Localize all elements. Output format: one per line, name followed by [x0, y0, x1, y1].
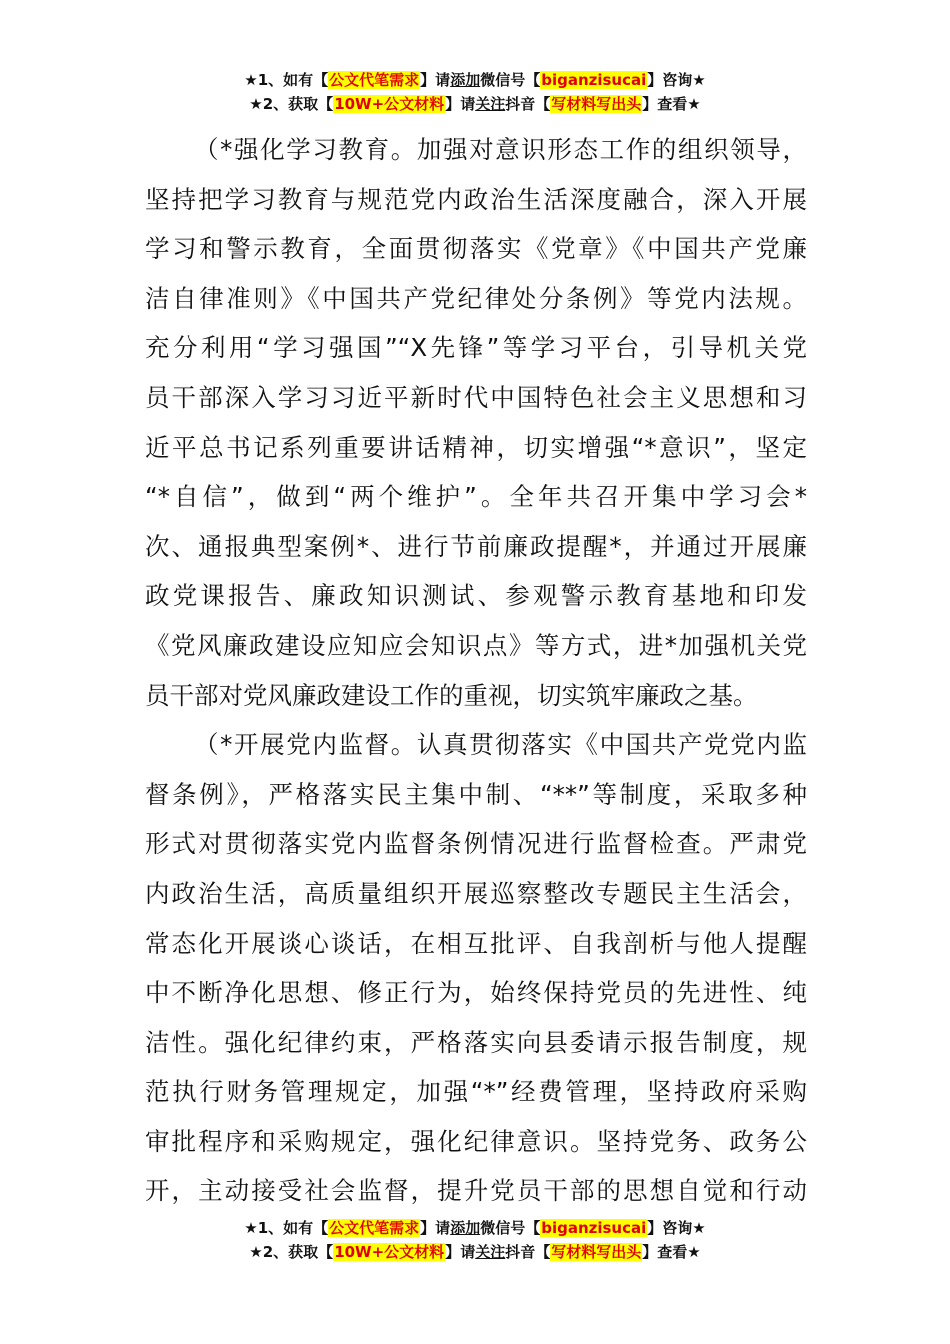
- text-line: 学习和警示教育，全面贯彻落实《党章》《中国共产党廉: [145, 234, 807, 264]
- text-line: 督条例》，严格落实民主集中制、“**”等制度，采取多种: [145, 779, 807, 809]
- text-line: 内政治生活，高质量组织开展巡察整改专题民主生活会，: [145, 878, 807, 908]
- text-line: 员干部深入学习习近平新时代中国特色社会主义思想和习: [145, 382, 807, 412]
- text-line: 审批程序和采购规定，强化纪律意识。坚持党务、政务公: [145, 1126, 807, 1156]
- banner-line-1: ★1、如有【公文代笔需求】请添加微信号【biganzisucai】咨询★: [244, 71, 706, 89]
- text-line: 范执行财务管理规定，加强“*”经费管理，坚持政府采购: [145, 1077, 807, 1107]
- banner-highlight-wechat-id: biganzisucai: [541, 1219, 647, 1237]
- text-line: 员干部对党风廉政建设工作的重视，切实筑牢廉政之基。: [145, 680, 758, 710]
- banner-emphasis-add: 添加: [450, 1219, 481, 1237]
- banner-line-2: ★2、获取【10W+公文材料】请关注抖音【写材料写出头】查看★: [249, 95, 701, 113]
- banner-line-1: ★1、如有【公文代笔需求】请添加微信号【biganzisucai】咨询★: [244, 1219, 706, 1237]
- banner-highlight-wechat-id: biganzisucai: [541, 71, 647, 89]
- text-line: 开，主动接受社会监督，提升党员干部的思想自觉和行动: [145, 1176, 807, 1206]
- document-body: [145, 125, 807, 1216]
- text-line: 政党课报告、廉政知识测试、参观警示教育基地和印发: [145, 581, 807, 611]
- banner-highlight-materials: 10W+公文材料: [334, 95, 445, 113]
- text-line: 洁性。强化纪律约束，严格落实向县委请示报告制度，规: [145, 1027, 807, 1057]
- header-banner: [0, 68, 950, 116]
- footer-banner: [0, 1216, 950, 1264]
- text-line: 次、通报典型案例*、进行节前廉政提醒*，并通过开展廉: [145, 531, 807, 561]
- text-line: “*自信”，做到“两个维护”。全年共召开集中学习会*: [145, 482, 807, 512]
- text-line: 洁自律准则》《中国共产党纪律处分条例》等党内法规。: [145, 283, 807, 313]
- text-line: 坚持把学习教育与规范党内政治生活深度融合，深入开展: [145, 184, 807, 214]
- banner-highlight-douyin: 写材料写出头: [551, 1243, 642, 1261]
- text-line: 充分利用“学习强国”“X先锋”等学习平台，引导机关党: [145, 333, 807, 363]
- paragraph-study-education: [145, 125, 807, 720]
- banner-emphasis-follow: 关注: [475, 95, 506, 113]
- banner-highlight-service: 公文代笔需求: [329, 71, 420, 89]
- banner-line-2: ★2、获取【10W+公文材料】请关注抖音【写材料写出头】查看★: [249, 1243, 701, 1261]
- banner-emphasis-add: 添加: [450, 71, 481, 89]
- banner-highlight-materials: 10W+公文材料: [334, 1243, 445, 1261]
- text-line: （*强化学习教育。加强对意识形态工作的组织领导，: [194, 135, 807, 164]
- text-line: （*开展党内监督。认真贯彻落实《中国共产党党内监: [194, 730, 807, 760]
- text-line: 近平总书记系列重要讲话精神，切实增强“*意识”，坚定: [145, 432, 807, 462]
- banner-highlight-service: 公文代笔需求: [329, 1219, 420, 1237]
- text-line: 常态化开展谈心谈话，在相互批评、自我剖析与他人提醒: [145, 928, 807, 958]
- banner-emphasis-follow: 关注: [475, 1243, 506, 1261]
- text-line: 《党风廉政建设应知应会知识点》等方式，进*加强机关党: [145, 630, 807, 660]
- paragraph-party-supervision: [145, 720, 807, 1216]
- text-line: 形式对贯彻落实党内监督条例情况进行监督检查。严肃党: [145, 829, 807, 859]
- banner-highlight-douyin: 写材料写出头: [551, 95, 642, 113]
- text-line: 中不断净化思想、修正行为，始终保持党员的先进性、纯: [145, 978, 807, 1008]
